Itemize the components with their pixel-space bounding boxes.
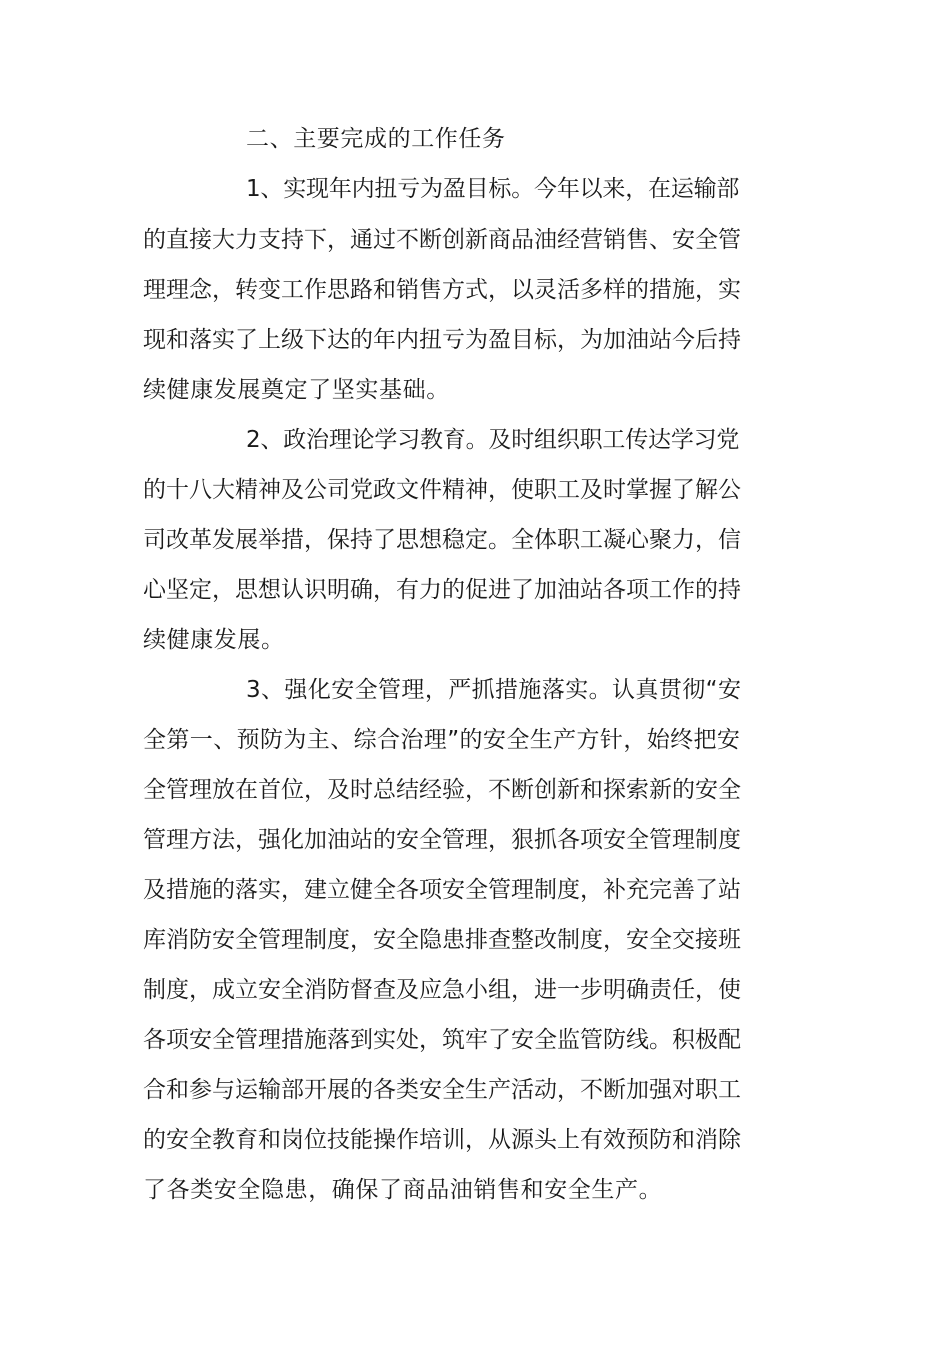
paragraph-2-line-2: 的十八大精神及公司党政文件精神，使职工及时掌握了解公: [143, 477, 741, 503]
paragraph-1-line-3: 理理念，转变工作思路和销售方式，以灵活多样的措施，实: [143, 277, 741, 303]
paragraph-3-line-1: 3、强化安全管理，严抓措施落实。认真贯彻“安: [246, 677, 742, 703]
paragraph-3-line-11: 了各类安全隐患，确保了商品油销售和安全生产。: [143, 1177, 663, 1203]
paragraph-2-line-5: 续健康发展。: [143, 627, 285, 653]
section-heading: 二、主要完成的工作任务: [246, 126, 506, 152]
paragraph-3-line-6: 库消防安全管理制度，安全隐患排查整改制度，安全交接班: [143, 927, 741, 953]
paragraph-1-line-4: 现和落实了上级下达的年内扭亏为盈目标，为加油站今后持: [143, 327, 741, 353]
paragraph-2-line-4: 心坚定，思想认识明确，有力的促进了加油站各项工作的持: [143, 577, 741, 603]
paragraph-3-line-8: 各项安全管理措施落到实处，筑牢了安全监管防线。积极配: [143, 1027, 741, 1053]
paragraph-3-line-2: 全第一、预防为主、综合治理”的安全生产方针，始终把安: [143, 727, 741, 753]
paragraph-1-line-5: 续健康发展奠定了坚实基础。: [143, 377, 450, 403]
paragraph-2-line-3: 司改革发展举措，保持了思想稳定。全体职工凝心聚力，信: [143, 527, 741, 553]
paragraph-3-line-5: 及措施的落实，建立健全各项安全管理制度，补充完善了站: [143, 877, 741, 903]
paragraph-1-line-2: 的直接大力支持下，通过不断创新商品油经营销售、安全管: [143, 227, 741, 253]
paragraph-1-line-1: 1、实现年内扭亏为盈目标。今年以来，在运输部: [246, 176, 740, 202]
paragraph-3-line-3: 全管理放在首位，及时总结经验，不断创新和探索新的安全: [143, 777, 741, 803]
paragraph-3-line-4: 管理方法，强化加油站的安全管理，狠抓各项安全管理制度: [143, 827, 741, 853]
paragraph-3-line-7: 制度，成立安全消防督查及应急小组，进一步明确责任，使: [143, 977, 741, 1003]
paragraph-3-line-9: 合和参与运输部开展的各类安全生产活动，不断加强对职工: [143, 1077, 741, 1103]
paragraph-2-line-1: 2、政治理论学习教育。及时组织职工传达学习党: [246, 427, 740, 453]
paragraph-3-line-10: 的安全教育和岗位技能操作培训，从源头上有效预防和消除: [143, 1127, 741, 1153]
